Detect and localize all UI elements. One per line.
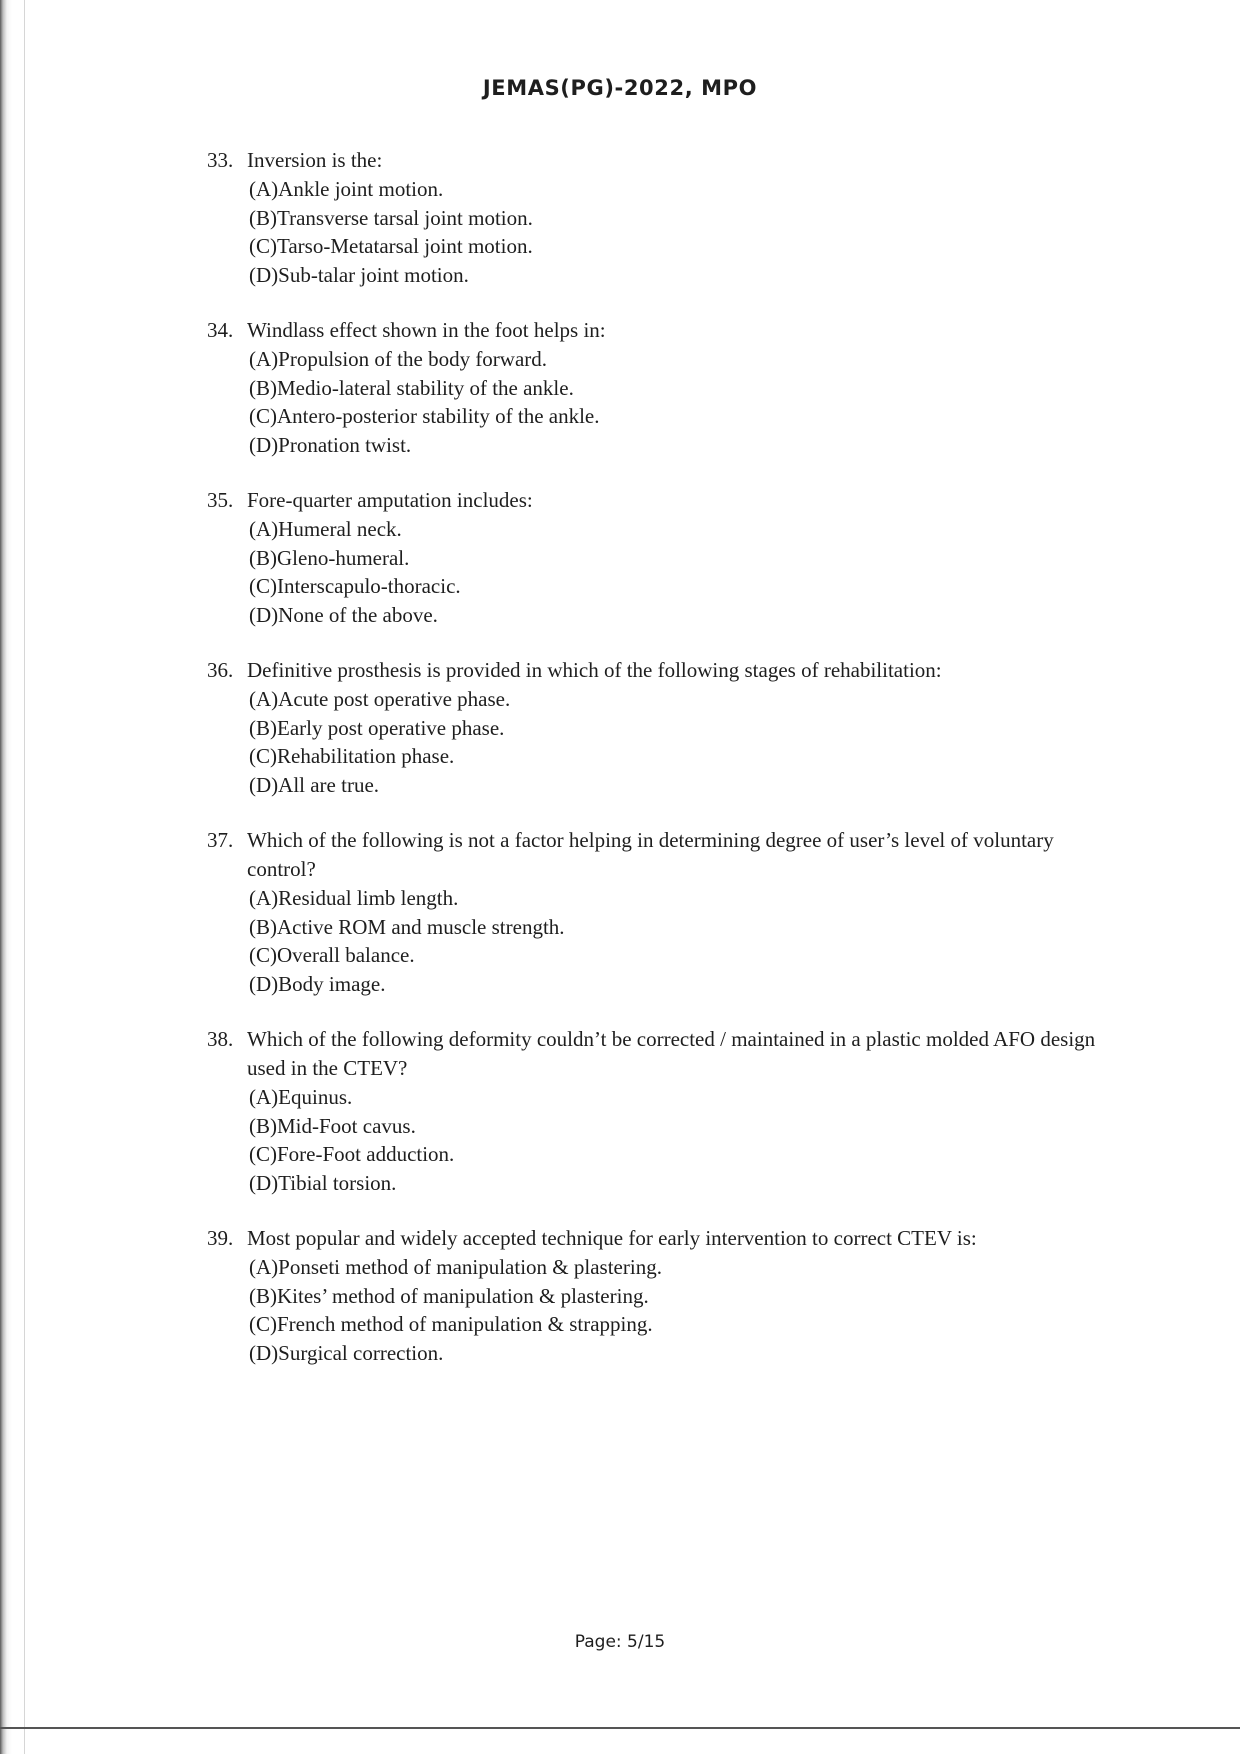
option-label: (D) xyxy=(249,971,279,996)
option-label: (B) xyxy=(249,205,277,230)
option-label: (D) xyxy=(249,772,279,797)
page-header: JEMAS(PG)-2022, MPO xyxy=(482,76,758,100)
option-text: Sub-talar joint motion. xyxy=(278,262,469,287)
question-39 xyxy=(207,1224,1107,1367)
option-text: Medio-lateral stability of the ankle. xyxy=(277,375,574,400)
question-34 xyxy=(207,316,1107,459)
option-b xyxy=(207,204,1107,233)
option-c xyxy=(207,742,1107,771)
option-label: (A) xyxy=(249,1085,279,1109)
option-label: (D) xyxy=(249,432,279,457)
option-b xyxy=(207,1282,1107,1311)
option-a xyxy=(207,1083,1107,1112)
question-number: 33. xyxy=(207,148,234,172)
question-text: Which of the following deformity couldn’t be corrected / maintained in a plastic molded AFO design used in the CTEV? xyxy=(247,1027,1096,1080)
option-text: Residual limb length. xyxy=(278,886,459,910)
option-label: (A) xyxy=(249,1255,279,1279)
option-label: (A) xyxy=(249,687,279,711)
question-text: Which of the following is not a factor helping in determining degree of user’s level of voluntary control? xyxy=(247,828,1054,881)
option-a xyxy=(207,685,1107,714)
option-label: (A) xyxy=(249,177,279,201)
option-label: (B) xyxy=(249,914,277,939)
question-text: Windlass effect shown in the foot helps in: xyxy=(247,318,606,342)
option-a xyxy=(207,884,1107,913)
option-c xyxy=(207,402,1107,431)
option-label: (C) xyxy=(249,744,277,768)
option-c xyxy=(207,1310,1107,1339)
question-list xyxy=(207,146,1107,1394)
question-33 xyxy=(207,146,1107,289)
option-text: Fore-Foot adduction. xyxy=(277,1142,455,1166)
question-number: 36. xyxy=(207,658,234,682)
option-text: Antero-posterior stability of the ankle. xyxy=(277,404,600,428)
option-text: All are true. xyxy=(278,772,380,797)
question-number: 38. xyxy=(207,1027,234,1051)
option-label: (C) xyxy=(249,234,277,258)
option-d xyxy=(207,1339,1107,1368)
option-text: French method of manipulation & strapping. xyxy=(277,1312,653,1336)
question-36 xyxy=(207,656,1107,799)
option-label: (C) xyxy=(249,1142,277,1166)
question-35 xyxy=(207,486,1107,629)
question-text: Most popular and widely accepted technique for early intervention to correct CTEV is: xyxy=(247,1226,977,1250)
option-d xyxy=(207,771,1107,800)
option-label: (A) xyxy=(249,517,279,541)
option-text: Humeral neck. xyxy=(278,517,402,541)
option-text: None of the above. xyxy=(278,602,438,627)
scan-artifact-line xyxy=(24,0,25,1754)
option-text: Acute post operative phase. xyxy=(278,687,511,711)
option-c xyxy=(207,941,1107,970)
question-number: 35. xyxy=(207,488,234,512)
option-text: Propulsion of the body forward. xyxy=(278,347,548,371)
option-text: Gleno-humeral. xyxy=(277,545,410,570)
option-text: Tibial torsion. xyxy=(278,1170,397,1195)
option-a xyxy=(207,515,1107,544)
option-text: Pronation twist. xyxy=(278,432,412,457)
option-text: Early post operative phase. xyxy=(277,715,505,740)
option-label: (B) xyxy=(249,545,277,570)
question-37 xyxy=(207,826,1107,998)
option-text: Ankle joint motion. xyxy=(278,177,444,201)
option-text: Kites’ method of manipulation & plastering. xyxy=(277,1283,649,1308)
option-text: Ponseti method of manipulation & plastering. xyxy=(278,1255,662,1279)
option-c xyxy=(207,1140,1107,1169)
question-38 xyxy=(207,1025,1107,1197)
option-text: Rehabilitation phase. xyxy=(277,744,455,768)
option-text: Transverse tarsal joint motion. xyxy=(277,205,533,230)
option-d xyxy=(207,601,1107,630)
option-label: (C) xyxy=(249,574,277,598)
option-label: (B) xyxy=(249,1283,277,1308)
page-number: Page: 5/15 xyxy=(574,1632,666,1652)
question-number: 37. xyxy=(207,828,234,852)
option-c xyxy=(207,572,1107,601)
option-label: (C) xyxy=(249,943,277,967)
option-label: (A) xyxy=(249,886,279,910)
option-label: (B) xyxy=(249,1113,277,1138)
question-text: Definitive prosthesis is provided in which of the following stages of rehabilitation: xyxy=(247,658,942,682)
option-text: Equinus. xyxy=(278,1085,353,1109)
option-label: (D) xyxy=(249,602,279,627)
question-number: 39. xyxy=(207,1226,234,1250)
option-d xyxy=(207,431,1107,460)
option-d xyxy=(207,261,1107,290)
question-number: 34. xyxy=(207,318,234,342)
option-label: (C) xyxy=(249,404,277,428)
option-c xyxy=(207,232,1107,261)
scan-binding-edge xyxy=(0,0,22,1754)
option-label: (D) xyxy=(249,1170,279,1195)
option-a xyxy=(207,1253,1107,1282)
question-text: Fore-quarter amputation includes: xyxy=(247,488,533,512)
option-label: (B) xyxy=(249,375,277,400)
option-d xyxy=(207,970,1107,999)
option-text: Interscapulo-thoracic. xyxy=(277,574,461,598)
option-label: (C) xyxy=(249,1312,277,1336)
bottom-rule xyxy=(0,1727,1240,1729)
option-label: (D) xyxy=(249,1340,279,1365)
option-text: Active ROM and muscle strength. xyxy=(277,914,565,939)
option-b xyxy=(207,714,1107,743)
option-b xyxy=(207,913,1107,942)
option-d xyxy=(207,1169,1107,1198)
option-text: Surgical correction. xyxy=(278,1340,444,1365)
option-b xyxy=(207,374,1107,403)
option-text: Overall balance. xyxy=(277,943,415,967)
option-label: (A) xyxy=(249,347,279,371)
option-a xyxy=(207,175,1107,204)
option-a xyxy=(207,345,1107,374)
option-b xyxy=(207,1112,1107,1141)
option-label: (B) xyxy=(249,715,277,740)
option-label: (D) xyxy=(249,262,279,287)
option-text: Tarso-Metatarsal joint motion. xyxy=(277,234,533,258)
question-text: Inversion is the: xyxy=(247,148,383,172)
option-text: Body image. xyxy=(278,971,386,996)
option-text: Mid-Foot cavus. xyxy=(277,1113,416,1138)
option-b xyxy=(207,544,1107,573)
